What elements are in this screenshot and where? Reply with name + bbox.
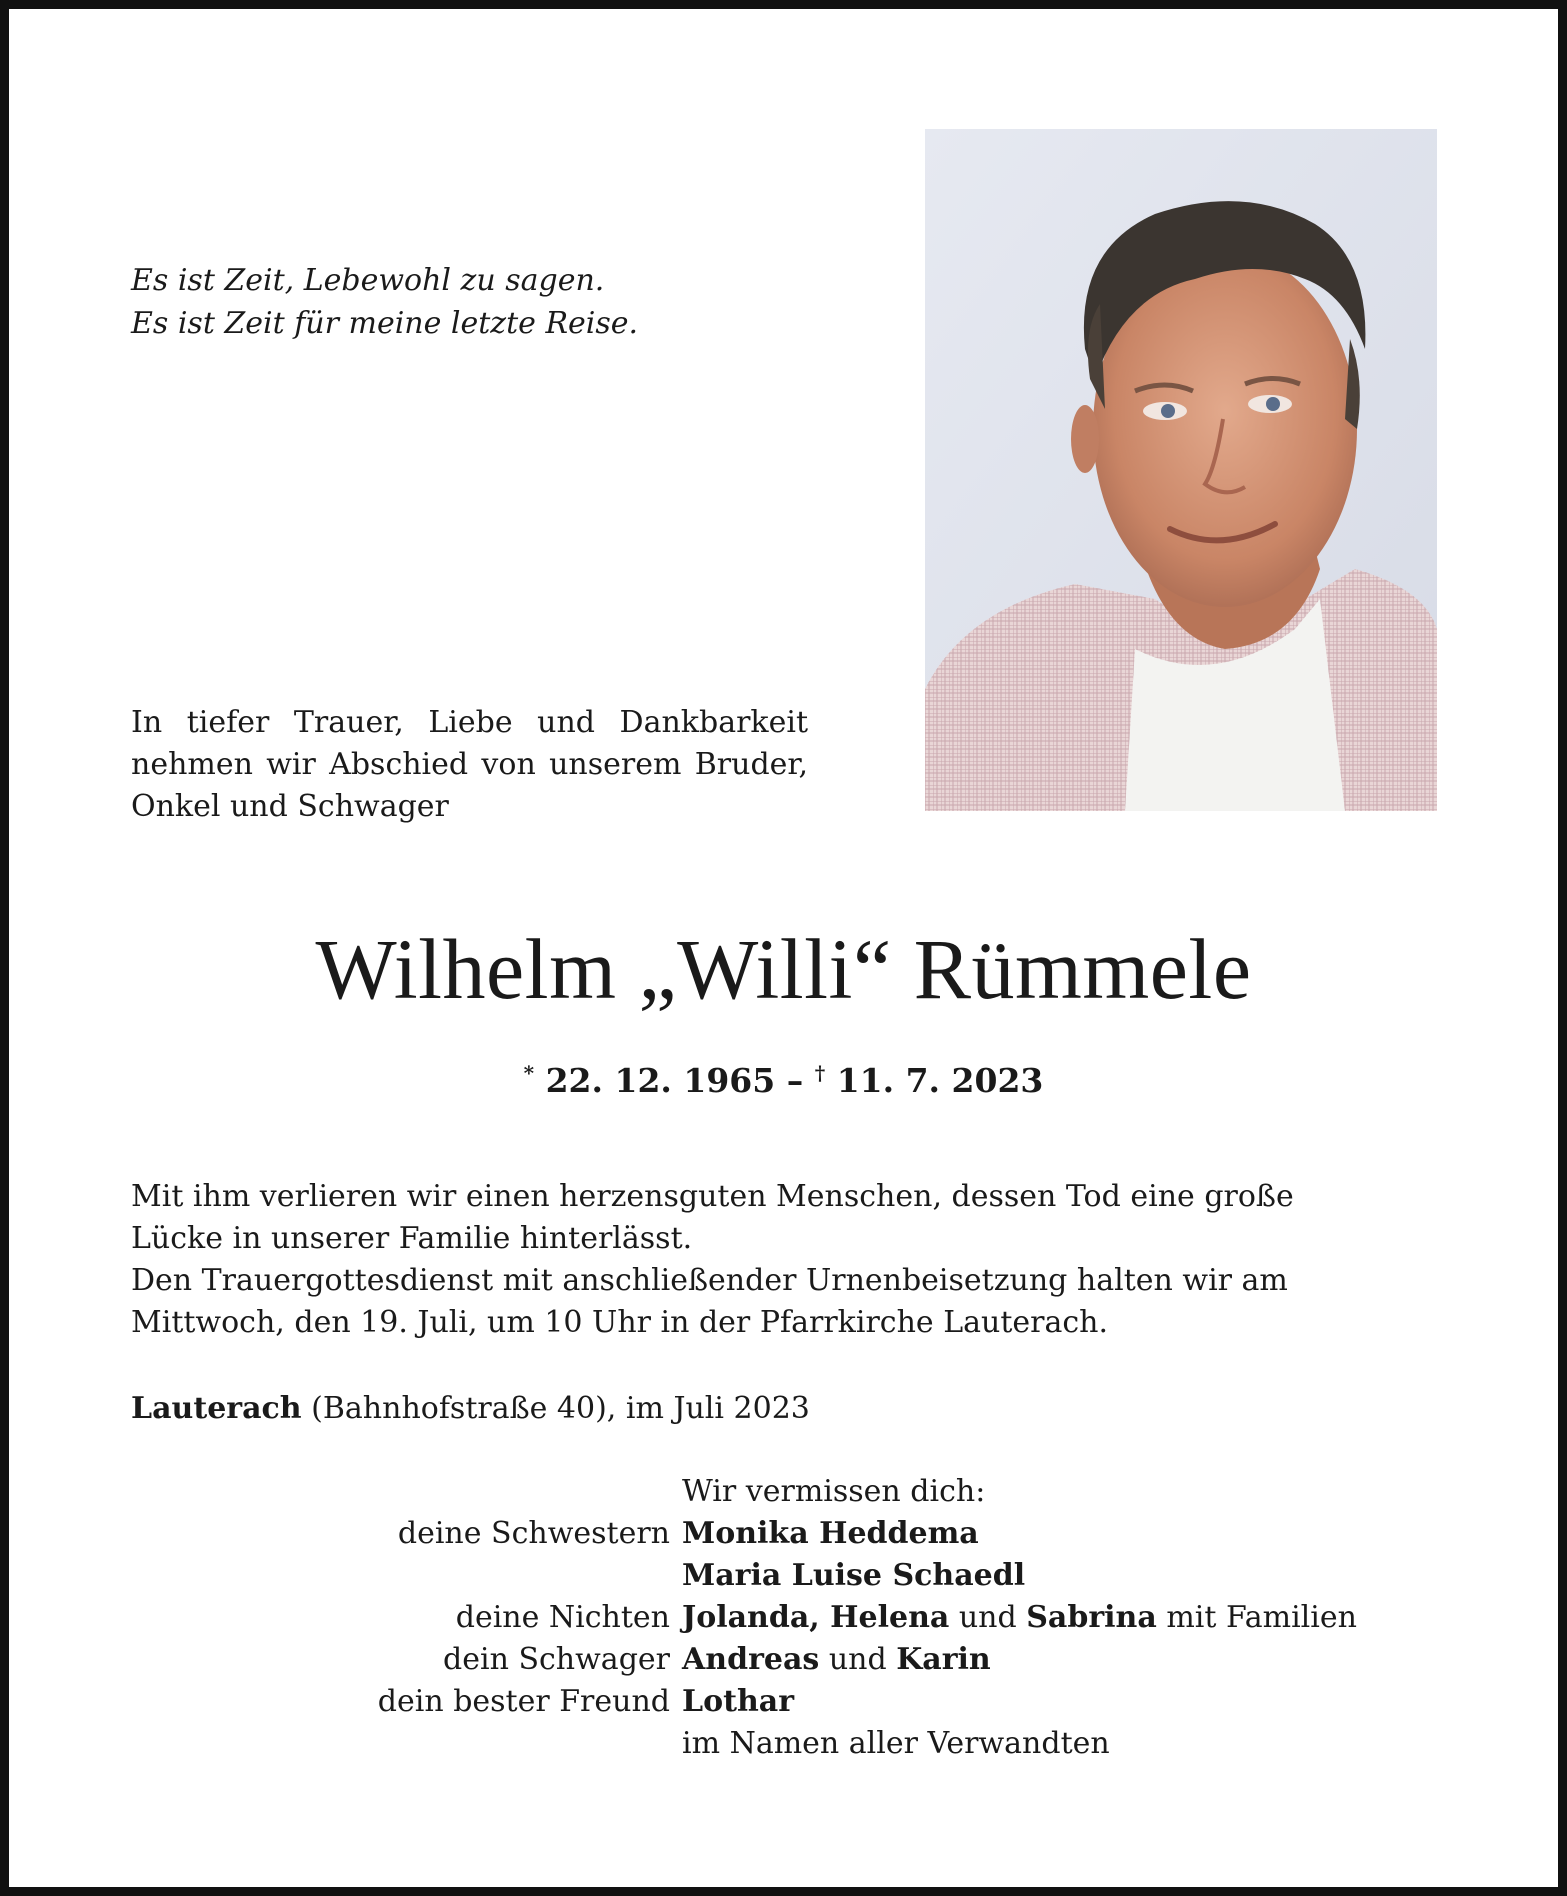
place-town: Lauterach — [131, 1391, 302, 1426]
body-line-4: Mittwoch, den 19. Juli, um 10 Uhr in der Pfarrkirche Lauterach. — [131, 1305, 1109, 1340]
quote-line-1: Es ist Zeit, Lebewohl zu sagen. — [131, 263, 605, 298]
birth-symbol: * — [523, 1061, 535, 1085]
birth-date: 22. 12. 1965 — [545, 1061, 776, 1100]
family-row-sisters — [9, 1513, 1558, 1555]
portrait-photo — [925, 129, 1437, 811]
death-symbol: † — [814, 1061, 826, 1085]
quote-line-2: Es ist Zeit für meine letzte Reise. — [131, 306, 639, 341]
date-dash: – — [775, 1061, 815, 1100]
family-heading: Wir vermissen dich: — [682, 1474, 986, 1509]
death-date: 11. 7. 2023 — [836, 1061, 1044, 1100]
friend-label: dein bester Freund — [377, 1684, 670, 1719]
portrait-image — [925, 129, 1437, 811]
brother-in-law-label: dein Schwager — [443, 1642, 670, 1677]
body-line-1: Mit ihm verlieren wir einen herzensguten Menschen, dessen Tod eine große — [131, 1179, 1294, 1214]
niece-2: Sabrina — [1026, 1600, 1157, 1635]
family-list — [9, 1471, 1558, 1765]
family-row-closing — [9, 1723, 1558, 1765]
body-line-3: Den Trauergottesdienst mit anschließender Urnenbeisetzung halten wir am — [131, 1263, 1288, 1298]
body-line-2: Lücke in unserer Familie hinterlässt. — [131, 1221, 693, 1256]
deceased-name: Wilhelm „Willi“ Rümmele — [315, 921, 1252, 1017]
brother-in-law-and: und — [819, 1642, 897, 1677]
intro-text: In tiefer Trauer, Liebe und Dankbarkeit nehmen wir Abschied von unserem Bruder, Onkel und Schwager — [131, 705, 808, 824]
nieces-and: und — [949, 1600, 1027, 1635]
sister-2: Maria Luise Schaedl — [682, 1558, 1026, 1593]
sisters-label: deine Schwestern — [397, 1516, 670, 1551]
life-dates — [9, 1051, 1558, 1103]
brother-in-law-2: Karin — [896, 1642, 991, 1677]
body-text — [131, 1176, 1451, 1344]
family-row-nieces — [9, 1597, 1558, 1639]
nieces-suffix: mit Familien — [1156, 1600, 1357, 1635]
niece-1: Jolanda, Helena — [682, 1600, 950, 1635]
nieces-label: deine Nichten — [455, 1600, 670, 1635]
place-date-line — [131, 1388, 1331, 1430]
quote — [131, 259, 811, 345]
family-heading-row — [9, 1471, 1558, 1513]
place-rest: (Bahnhofstraße 40), im Juli 2023 — [301, 1391, 810, 1426]
brother-in-law-1: Andreas — [682, 1642, 820, 1677]
family-row-brother-in-law — [9, 1639, 1558, 1681]
family-closing: im Namen aller Verwandten — [682, 1726, 1110, 1761]
best-friend: Lothar — [682, 1684, 795, 1719]
family-row-friend — [9, 1681, 1558, 1723]
sister-1: Monika Heddema — [682, 1516, 979, 1551]
family-row-sister-2 — [9, 1555, 1558, 1597]
